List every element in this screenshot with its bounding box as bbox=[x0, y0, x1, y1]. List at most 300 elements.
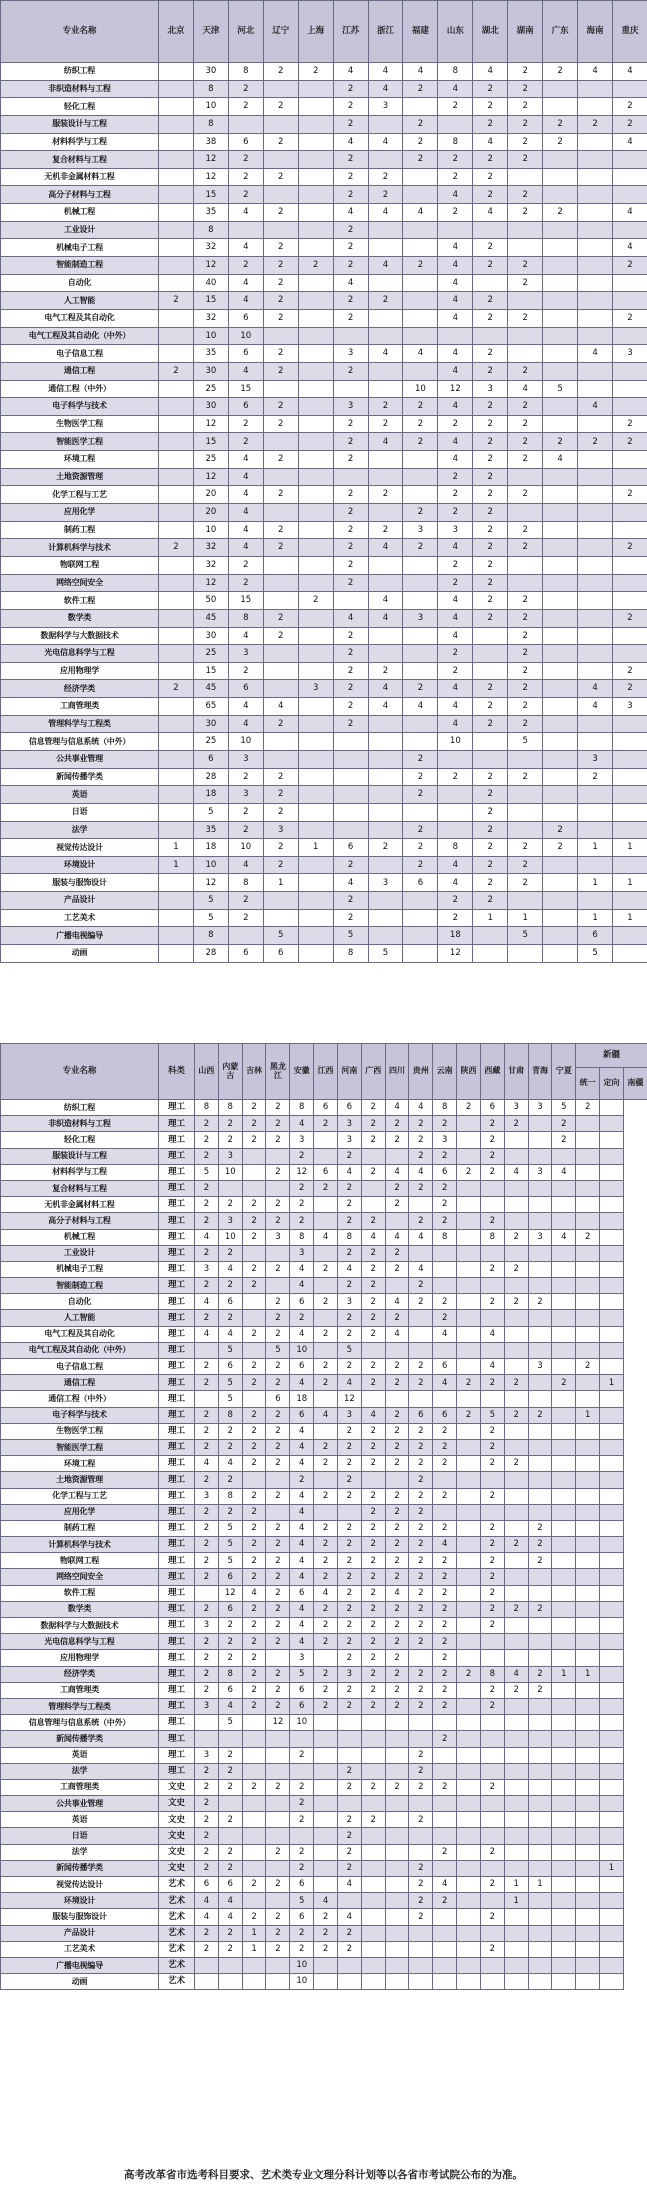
table-row bbox=[1, 1164, 647, 1180]
quota-cell bbox=[457, 1698, 481, 1714]
quota-cell: 2 bbox=[333, 662, 368, 680]
quota-cell: 2 bbox=[195, 1812, 219, 1828]
quota-cell: 2 bbox=[337, 1472, 361, 1488]
quota-cell: 2 bbox=[504, 1407, 528, 1423]
subject-type-cell: 理工 bbox=[159, 1148, 195, 1164]
quota-cell: 2 bbox=[266, 1310, 290, 1326]
major-name-cell: 计算机科学与技术 bbox=[1, 1537, 159, 1553]
quota-cell: 4 bbox=[314, 1893, 338, 1909]
quota-cell bbox=[368, 468, 403, 486]
quota-cell: 2 bbox=[403, 680, 438, 698]
quota-cell: 2 bbox=[242, 1132, 266, 1148]
quota-cell bbox=[409, 1245, 433, 1261]
quota-cell bbox=[576, 1925, 600, 1941]
quota-cell: 4 bbox=[578, 63, 613, 81]
quota-cell bbox=[333, 468, 368, 486]
column-header-province: 甘肃 bbox=[504, 1044, 528, 1100]
quota-cell bbox=[578, 80, 613, 98]
quota-cell bbox=[504, 1925, 528, 1941]
quota-cell: 4 bbox=[385, 1229, 409, 1245]
subject-type-cell: 理工 bbox=[159, 1326, 195, 1342]
quota-cell: 6 bbox=[218, 1601, 242, 1617]
quota-cell bbox=[600, 1423, 624, 1439]
quota-cell bbox=[361, 1941, 385, 1957]
major-name-cell: 环境设计 bbox=[1, 1893, 159, 1909]
quota-cell: 2 bbox=[552, 1132, 576, 1148]
quota-cell: 2 bbox=[333, 539, 368, 557]
quota-cell: 2 bbox=[290, 1310, 314, 1326]
quota-cell: 6 bbox=[193, 750, 228, 768]
quota-cell bbox=[298, 468, 333, 486]
quota-cell bbox=[385, 1715, 409, 1731]
quota-cell: 3 bbox=[612, 345, 647, 363]
quota-cell: 2 bbox=[337, 1278, 361, 1294]
quota-cell bbox=[457, 1439, 481, 1455]
quota-cell: 2 bbox=[409, 1116, 433, 1132]
quota-cell: 35 bbox=[193, 345, 228, 363]
quota-cell bbox=[403, 98, 438, 116]
quota-cell bbox=[576, 1763, 600, 1779]
quota-cell: 2 bbox=[403, 504, 438, 522]
quota-cell bbox=[528, 1197, 552, 1213]
quota-cell: 3 bbox=[528, 1229, 552, 1245]
quota-cell: 2 bbox=[361, 1618, 385, 1634]
quota-cell: 2 bbox=[290, 1812, 314, 1828]
quota-cell bbox=[552, 1359, 576, 1375]
quota-cell: 2 bbox=[403, 415, 438, 433]
quota-cell: 2 bbox=[228, 556, 263, 574]
quota-cell bbox=[333, 750, 368, 768]
quota-cell: 2 bbox=[263, 627, 298, 645]
quota-cell bbox=[403, 274, 438, 292]
quota-cell: 65 bbox=[193, 698, 228, 716]
quota-cell bbox=[552, 1407, 576, 1423]
quota-cell: 2 bbox=[612, 680, 647, 698]
quota-cell: 2 bbox=[337, 1601, 361, 1617]
major-name-cell: 数据科学与大数据技术 bbox=[1, 627, 159, 645]
quota-cell bbox=[361, 1796, 385, 1812]
quota-cell: 2 bbox=[333, 257, 368, 275]
quota-cell bbox=[385, 1763, 409, 1779]
quota-cell bbox=[552, 1860, 576, 1876]
quota-cell: 2 bbox=[473, 592, 508, 610]
quota-cell bbox=[457, 1569, 481, 1585]
quota-cell bbox=[298, 98, 333, 116]
quota-cell: 4 bbox=[504, 1164, 528, 1180]
quota-cell bbox=[552, 1504, 576, 1520]
quota-cell bbox=[403, 362, 438, 380]
quota-cell: 2 bbox=[480, 1553, 504, 1569]
quota-cell bbox=[578, 257, 613, 275]
quota-cell bbox=[480, 1310, 504, 1326]
quota-cell: 2 bbox=[385, 1537, 409, 1553]
quota-cell: 10 bbox=[228, 839, 263, 857]
quota-cell: 2 bbox=[195, 1779, 219, 1795]
quota-cell: 2 bbox=[528, 1537, 552, 1553]
quota-cell bbox=[457, 1537, 481, 1553]
quota-cell: 4 bbox=[290, 1456, 314, 1472]
quota-cell: 4 bbox=[228, 521, 263, 539]
quota-cell bbox=[314, 1504, 338, 1520]
quota-cell bbox=[576, 1294, 600, 1310]
major-name-cell: 无机非金属材料工程 bbox=[1, 1197, 159, 1213]
quota-cell bbox=[578, 715, 613, 733]
quota-cell: 8 bbox=[433, 1100, 457, 1116]
quota-cell: 2 bbox=[368, 521, 403, 539]
quota-cell: 2 bbox=[508, 715, 543, 733]
table-row bbox=[1, 1245, 647, 1261]
quota-cell: 2 bbox=[266, 1456, 290, 1472]
quota-cell: 4 bbox=[290, 1278, 314, 1294]
quota-cell: 2 bbox=[159, 539, 194, 557]
quota-cell: 2 bbox=[242, 1504, 266, 1520]
quota-cell bbox=[504, 1715, 528, 1731]
quota-cell bbox=[552, 1537, 576, 1553]
quota-cell: 2 bbox=[403, 433, 438, 451]
quota-cell bbox=[578, 168, 613, 186]
quota-cell: 2 bbox=[508, 204, 543, 222]
quota-cell bbox=[543, 909, 578, 927]
quota-cell: 2 bbox=[409, 1569, 433, 1585]
quota-cell bbox=[528, 1634, 552, 1650]
quota-cell: 2 bbox=[409, 1375, 433, 1391]
quota-cell bbox=[576, 1520, 600, 1536]
quota-cell bbox=[508, 168, 543, 186]
quota-cell bbox=[552, 1423, 576, 1439]
quota-cell: 4 bbox=[228, 362, 263, 380]
quota-cell: 2 bbox=[333, 909, 368, 927]
table-row bbox=[1, 856, 647, 874]
quota-cell bbox=[298, 803, 333, 821]
quota-cell: 2 bbox=[385, 1310, 409, 1326]
table-row bbox=[1, 1537, 647, 1553]
major-name-cell: 复合材料与工程 bbox=[1, 151, 159, 169]
quota-cell: 25 bbox=[193, 733, 228, 751]
quota-cell: 4 bbox=[228, 292, 263, 310]
quota-cell bbox=[504, 1650, 528, 1666]
quota-cell bbox=[600, 1261, 624, 1277]
quota-cell: 2 bbox=[409, 1618, 433, 1634]
major-name-cell: 通信工程（中外） bbox=[1, 380, 159, 398]
quota-cell: 4 bbox=[290, 1569, 314, 1585]
subject-type-cell: 理工 bbox=[159, 1245, 195, 1261]
quota-cell bbox=[504, 1796, 528, 1812]
quota-cell: 2 bbox=[290, 1844, 314, 1860]
quota-cell: 2 bbox=[612, 609, 647, 627]
quota-cell bbox=[528, 1957, 552, 1973]
quota-cell: 2 bbox=[473, 556, 508, 574]
quota-cell: 2 bbox=[266, 1100, 290, 1116]
quota-cell: 2 bbox=[333, 186, 368, 204]
quota-cell bbox=[314, 1796, 338, 1812]
quota-cell: 2 bbox=[266, 1634, 290, 1650]
quota-cell: 2 bbox=[403, 768, 438, 786]
quota-cell: 8 bbox=[333, 945, 368, 963]
quota-cell: 2 bbox=[438, 151, 473, 169]
major-name-cell: 产品设计 bbox=[1, 1925, 159, 1941]
column-header-province: 辽宁 bbox=[263, 1, 298, 63]
quota-cell: 4 bbox=[337, 1877, 361, 1893]
quota-cell bbox=[578, 415, 613, 433]
quota-cell bbox=[242, 1310, 266, 1326]
quota-cell: 2 bbox=[361, 1698, 385, 1714]
quota-cell bbox=[543, 574, 578, 592]
quota-cell bbox=[433, 1941, 457, 1957]
quota-cell bbox=[290, 1828, 314, 1844]
quota-cell: 4 bbox=[368, 133, 403, 151]
subject-type-cell: 文史 bbox=[159, 1796, 195, 1812]
quota-cell bbox=[552, 1245, 576, 1261]
major-name-cell: 电气工程及其自动化 bbox=[1, 309, 159, 327]
quota-cell bbox=[543, 662, 578, 680]
quota-cell: 12 bbox=[193, 468, 228, 486]
quota-cell: 2 bbox=[242, 1698, 266, 1714]
quota-cell: 2 bbox=[314, 1909, 338, 1925]
quota-cell: 8 bbox=[228, 609, 263, 627]
major-name-cell: 无机非金属材料工程 bbox=[1, 168, 159, 186]
quota-cell: 4 bbox=[218, 1909, 242, 1925]
quota-cell bbox=[578, 803, 613, 821]
major-name-cell: 电气工程及其自动化 bbox=[1, 1326, 159, 1342]
quota-cell bbox=[504, 1634, 528, 1650]
quota-cell: 2 bbox=[385, 1504, 409, 1520]
quota-cell: 4 bbox=[612, 133, 647, 151]
quota-cell bbox=[480, 1828, 504, 1844]
quota-cell bbox=[159, 257, 194, 275]
quota-cell bbox=[480, 1245, 504, 1261]
quota-cell: 1 bbox=[552, 1666, 576, 1682]
quota-cell bbox=[409, 1731, 433, 1747]
quota-cell bbox=[457, 1909, 481, 1925]
quota-cell: 2 bbox=[612, 115, 647, 133]
quota-cell: 10 bbox=[290, 1715, 314, 1731]
quota-cell: 5 bbox=[480, 1407, 504, 1423]
quota-cell bbox=[409, 1310, 433, 1326]
major-name-cell: 工商管理类 bbox=[1, 698, 159, 716]
quota-cell bbox=[298, 133, 333, 151]
quota-cell bbox=[457, 1553, 481, 1569]
table-row bbox=[1, 186, 647, 204]
quota-cell: 4 bbox=[228, 274, 263, 292]
quota-cell: 2 bbox=[433, 1569, 457, 1585]
quota-cell: 2 bbox=[361, 1100, 385, 1116]
quota-cell bbox=[504, 1326, 528, 1342]
quota-cell bbox=[368, 803, 403, 821]
quota-cell bbox=[576, 1634, 600, 1650]
quota-cell bbox=[552, 1844, 576, 1860]
quota-cell: 5 bbox=[368, 945, 403, 963]
quota-cell bbox=[195, 1715, 219, 1731]
quota-cell: 2 bbox=[403, 257, 438, 275]
quota-cell bbox=[600, 1439, 624, 1455]
quota-cell bbox=[314, 1245, 338, 1261]
major-name-cell: 高分子材料与工程 bbox=[1, 1213, 159, 1229]
quota-cell bbox=[600, 1779, 624, 1795]
subject-type-cell: 理工 bbox=[159, 1520, 195, 1536]
major-name-cell: 管理科学与工程类 bbox=[1, 1698, 159, 1714]
quota-cell bbox=[333, 380, 368, 398]
quota-cell bbox=[600, 1488, 624, 1504]
quota-cell bbox=[361, 1957, 385, 1973]
quota-cell: 5 bbox=[218, 1553, 242, 1569]
quota-cell bbox=[504, 1698, 528, 1714]
quota-cell bbox=[600, 1893, 624, 1909]
quota-cell bbox=[159, 221, 194, 239]
quota-cell: 2 bbox=[612, 415, 647, 433]
quota-cell: 4 bbox=[578, 680, 613, 698]
quota-cell: 6 bbox=[290, 1909, 314, 1925]
quota-cell bbox=[368, 645, 403, 663]
quota-cell bbox=[576, 1488, 600, 1504]
quota-cell bbox=[504, 1148, 528, 1164]
quota-cell bbox=[504, 1472, 528, 1488]
quota-cell: 4 bbox=[368, 539, 403, 557]
quota-cell: 4 bbox=[438, 274, 473, 292]
quota-cell bbox=[457, 1488, 481, 1504]
quota-cell: 2 bbox=[218, 1504, 242, 1520]
quota-cell bbox=[403, 221, 438, 239]
quota-cell: 2 bbox=[480, 1682, 504, 1698]
quota-cell bbox=[600, 1747, 624, 1763]
quota-cell: 4 bbox=[228, 627, 263, 645]
quota-cell: 2 bbox=[385, 1650, 409, 1666]
quota-cell bbox=[504, 1553, 528, 1569]
major-name-cell: 应用物理学 bbox=[1, 662, 159, 680]
quota-cell: 2 bbox=[333, 239, 368, 257]
quota-cell: 2 bbox=[195, 1439, 219, 1455]
quota-cell: 3 bbox=[263, 821, 298, 839]
quota-cell: 6 bbox=[290, 1359, 314, 1375]
quota-cell: 5 bbox=[266, 1342, 290, 1358]
quota-cell: 2 bbox=[337, 1860, 361, 1876]
major-name-cell: 光电信息科学与工程 bbox=[1, 645, 159, 663]
table-row bbox=[1, 1180, 647, 1196]
quota-cell: 2 bbox=[266, 1407, 290, 1423]
quota-cell: 2 bbox=[333, 521, 368, 539]
major-name-cell: 物联网工程 bbox=[1, 1553, 159, 1569]
quota-cell: 2 bbox=[337, 1569, 361, 1585]
quota-cell: 1 bbox=[576, 1666, 600, 1682]
quota-cell: 2 bbox=[368, 292, 403, 310]
quota-cell bbox=[480, 1957, 504, 1973]
quota-cell: 5 bbox=[218, 1537, 242, 1553]
quota-cell bbox=[543, 168, 578, 186]
quota-cell: 4 bbox=[218, 1456, 242, 1472]
quota-cell: 4 bbox=[368, 609, 403, 627]
quota-cell: 2 bbox=[385, 1116, 409, 1132]
quota-cell: 45 bbox=[193, 680, 228, 698]
quota-cell bbox=[218, 1957, 242, 1973]
quota-cell bbox=[504, 1779, 528, 1795]
quota-cell: 2 bbox=[385, 1488, 409, 1504]
quota-cell: 2 bbox=[242, 1278, 266, 1294]
quota-cell bbox=[578, 592, 613, 610]
subject-type-cell: 艺术 bbox=[159, 1957, 195, 1973]
quota-cell bbox=[578, 98, 613, 116]
quota-cell: 2 bbox=[612, 433, 647, 451]
quota-cell bbox=[504, 1391, 528, 1407]
quota-cell: 2 bbox=[433, 1423, 457, 1439]
table-row bbox=[1, 1569, 647, 1585]
major-name-cell: 通信工程（中外） bbox=[1, 1391, 159, 1407]
table-row bbox=[1, 874, 647, 892]
quota-cell: 2 bbox=[361, 1553, 385, 1569]
quota-cell: 4 bbox=[438, 627, 473, 645]
quota-cell: 2 bbox=[195, 1423, 219, 1439]
quota-cell bbox=[368, 892, 403, 910]
table-row bbox=[1, 1941, 647, 1957]
quota-cell: 15 bbox=[193, 433, 228, 451]
quota-cell: 2 bbox=[337, 1245, 361, 1261]
quota-cell: 2 bbox=[159, 680, 194, 698]
quota-cell: 2 bbox=[473, 521, 508, 539]
major-name-cell: 工艺美术 bbox=[1, 1941, 159, 1957]
table-row bbox=[1, 1375, 647, 1391]
subject-type-cell: 理工 bbox=[159, 1261, 195, 1277]
major-name-cell: 网络空间安全 bbox=[1, 1569, 159, 1585]
quota-cell: 8 bbox=[228, 63, 263, 81]
quota-cell: 1 bbox=[159, 839, 194, 857]
subject-type-cell: 文史 bbox=[159, 1844, 195, 1860]
quota-cell: 12 bbox=[218, 1585, 242, 1601]
quota-cell bbox=[612, 733, 647, 751]
quota-cell bbox=[266, 1828, 290, 1844]
quota-cell bbox=[508, 556, 543, 574]
quota-cell: 2 bbox=[361, 1261, 385, 1277]
quota-cell: 4 bbox=[290, 1261, 314, 1277]
quota-cell: 2 bbox=[473, 839, 508, 857]
quota-cell: 2 bbox=[290, 1180, 314, 1196]
quota-cell: 4 bbox=[228, 204, 263, 222]
quota-cell bbox=[457, 1585, 481, 1601]
table-row bbox=[1, 292, 647, 310]
subject-type-cell: 理工 bbox=[159, 1310, 195, 1326]
quota-cell bbox=[457, 1650, 481, 1666]
quota-cell bbox=[576, 1375, 600, 1391]
quota-cell: 2 bbox=[266, 1698, 290, 1714]
table-row bbox=[1, 1957, 647, 1973]
quota-cell: 3 bbox=[337, 1407, 361, 1423]
quota-cell bbox=[612, 380, 647, 398]
quota-cell: 4 bbox=[438, 680, 473, 698]
quota-cell: 2 bbox=[409, 1779, 433, 1795]
quota-cell bbox=[159, 874, 194, 892]
quota-cell bbox=[403, 186, 438, 204]
quota-cell bbox=[576, 1618, 600, 1634]
quota-cell bbox=[600, 1278, 624, 1294]
quota-cell: 2 bbox=[266, 1682, 290, 1698]
quota-cell bbox=[578, 627, 613, 645]
quota-cell bbox=[457, 1763, 481, 1779]
quota-cell: 10 bbox=[290, 1342, 314, 1358]
subject-type-cell: 理工 bbox=[159, 1698, 195, 1714]
quota-cell: 2 bbox=[543, 433, 578, 451]
quota-cell: 8 bbox=[218, 1407, 242, 1423]
quota-cell bbox=[508, 821, 543, 839]
quota-cell: 2 bbox=[433, 1731, 457, 1747]
subject-type-cell: 理工 bbox=[159, 1180, 195, 1196]
quota-cell: 2 bbox=[218, 1472, 242, 1488]
quota-cell: 2 bbox=[298, 592, 333, 610]
quota-cell bbox=[361, 1909, 385, 1925]
quota-cell: 6 bbox=[403, 874, 438, 892]
quota-cell bbox=[159, 821, 194, 839]
quota-cell bbox=[528, 1375, 552, 1391]
quota-cell: 4 bbox=[508, 380, 543, 398]
quota-cell bbox=[385, 1278, 409, 1294]
quota-cell bbox=[298, 274, 333, 292]
quota-cell bbox=[266, 1763, 290, 1779]
